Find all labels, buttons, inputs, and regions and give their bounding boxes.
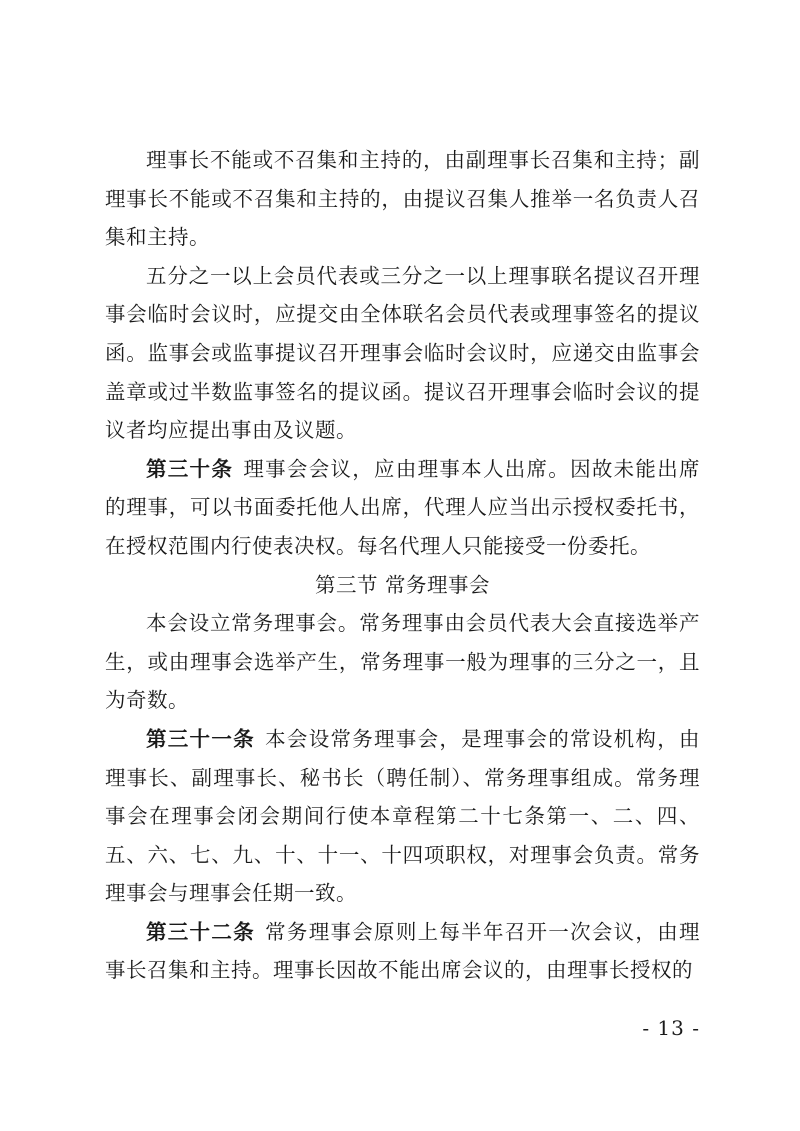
paragraph-text: 本会设常务理事会，是理事会的常设机构，由理事长、副理事长、秘书长（聘任制）、常务理事组成。常务理事会在理事会闭会期间行使本章程第二十七条第一、二、四、五、六、七、九、十、十一、十四项职权，对理事会负责。常务理事会与理事会任期一致。 [105, 726, 700, 906]
paragraph-text: 五分之一以上会员代表或三分之一以上理事联名提议召开理事会临时会议时，应提交由全体联名会员代表或理事签名的提议函。监事会或监事提议召开理事会临时会议时，应递交由监事会盖章或过半数监事签名的提议函。提议召开理事会临时会议的提议者均应提出事由及议题。 [105, 263, 700, 443]
document-body [105, 141, 700, 990]
paragraph-convening-by-vice-chair [105, 141, 700, 257]
paragraph-text: 理事会会议，应由理事本人出席。因故未能出席的理事，可以书面委托他人出席，代理人应当出示授权委托书，在授权范围内行使表决权。每名代理人只能接受一份委托。 [105, 456, 700, 558]
paragraph-standing-council-setup [105, 604, 700, 720]
page-number: - 13 - [642, 1016, 700, 1040]
article-31 [105, 720, 700, 913]
article-label: 第三十二条 [146, 919, 255, 944]
paragraph-text: 本会设立常务理事会。常务理事由会员代表大会直接选举产生，或由理事会选举产生，常务理事一般为理事的三分之一，且为奇数。 [105, 611, 700, 713]
article-label: 第三十一条 [146, 726, 255, 751]
article-32 [105, 913, 700, 990]
paragraph-text: 理事长不能或不召集和主持的，由副理事长召集和主持；副理事长不能或不召集和主持的，由提议召集人推举一名负责人召集和主持。 [105, 148, 700, 250]
article-label: 第三十条 [146, 456, 234, 481]
paragraph-text: 常务理事会原则上每半年召开一次会议，由理事长召集和主持。理事长因故不能出席会议的，由理事长授权的 [105, 919, 700, 983]
paragraph-temporary-meeting-proposal [105, 257, 700, 450]
article-30 [105, 450, 700, 566]
section-heading: 第三节 常务理事会 [314, 572, 491, 597]
